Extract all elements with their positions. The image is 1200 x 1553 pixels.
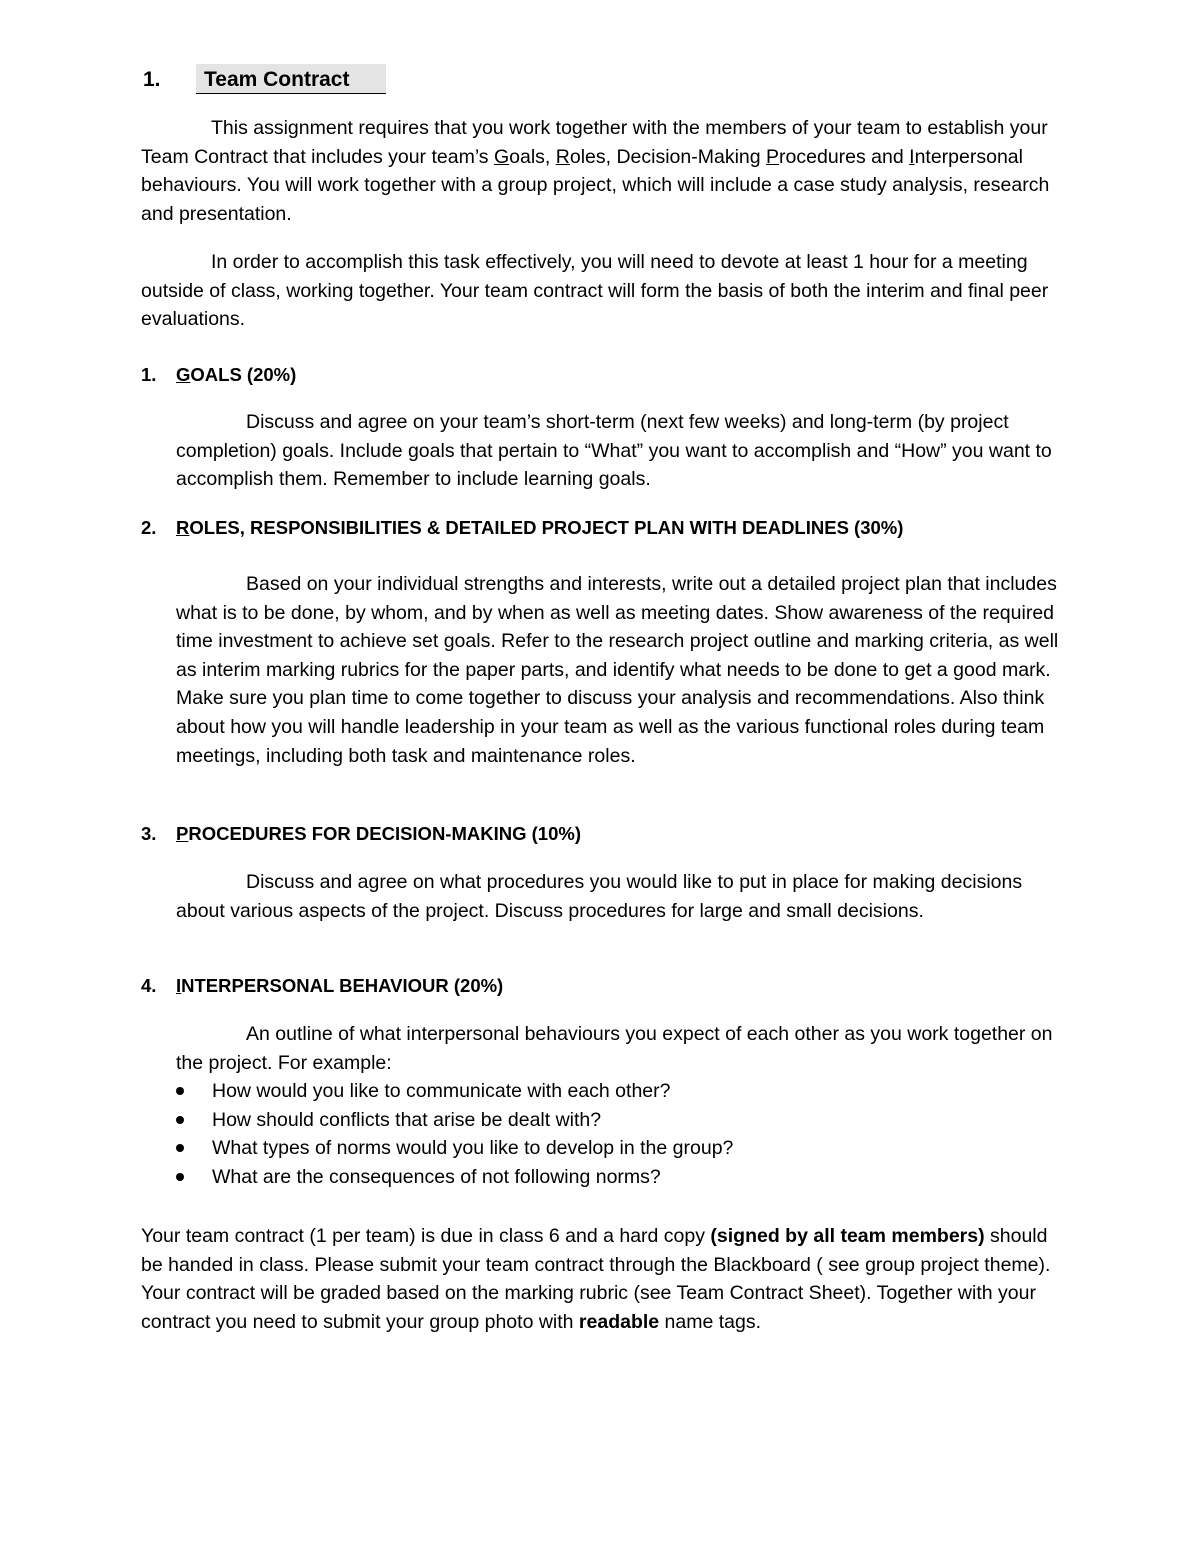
section-heading-interpersonal	[176, 972, 503, 1001]
list-item	[176, 1077, 733, 1106]
intro-paragraph-2	[141, 248, 1071, 334]
section-heading-text: ROCEDURES FOR DECISION-MAKING (10%)	[188, 823, 581, 844]
section-heading-text: OALS (20%)	[190, 364, 297, 385]
intro-text: This assignment requires that you work together with the members of your team to establish your Team Contract that includes your team’s	[141, 117, 1048, 168]
section-body-goals	[176, 408, 1066, 494]
list-item-text: What are the consequences of not following norms?	[212, 1165, 661, 1188]
section-body-roles	[176, 570, 1066, 770]
closing-paragraph	[141, 1222, 1061, 1336]
closing-text: Your team contract (1 per team) is due in class 6 and a hard copy	[141, 1225, 711, 1247]
bullet-icon	[176, 1087, 184, 1095]
intro-initial-g: G	[493, 145, 510, 168]
section-initial: P	[176, 823, 189, 844]
intro-initial-p: P	[766, 145, 780, 168]
section-number: 2.	[141, 517, 157, 538]
section-number: 1.	[141, 364, 157, 385]
bullet-icon	[176, 1144, 184, 1152]
closing-bold-text: (signed by all team members)	[710, 1225, 985, 1247]
intro-text: nterpersonal behaviours. You will work together with a group project, which will include a case study analysis, research and presentation.	[141, 145, 1050, 225]
section-number: 4.	[141, 975, 157, 996]
section-heading-goals	[176, 361, 296, 390]
closing-text: name tags.	[659, 1310, 762, 1333]
section-heading-text: OLES, RESPONSIBILITIES & DETAILED PROJECT PLAN WITH DEADLINES (30%)	[189, 517, 904, 538]
bullet-list	[176, 1077, 733, 1191]
section-heading-procedures	[176, 820, 581, 849]
intro-text: oals,	[509, 145, 556, 168]
closing-text: should be handed in class. Please submit your team contract through the Blackboard ( see group project theme). Your contract will be graded based on the marking rubric (see Team Contract Sheet). Together with your contract you need to submit your group photo with	[141, 1225, 1051, 1333]
intro-text: rocedures and	[779, 145, 910, 168]
list-item-text: How would you like to communicate with each other?	[212, 1080, 671, 1102]
section-initial: I	[176, 975, 182, 996]
list-item-text: What types of norms would you like to develop in the group?	[212, 1137, 734, 1160]
section-body-interpersonal	[176, 1020, 1066, 1077]
section-heading-text: NTERPERSONAL BEHAVIOUR (20%)	[181, 975, 504, 996]
list-item	[176, 1106, 733, 1135]
intro-text: In order to accomplish this task effectively, you will need to devote at least 1 hour for a meeting outside of class, working together. Your team contract will form the basis of both the interim and final peer evaluations.	[141, 251, 1049, 331]
intro-paragraph-1	[141, 114, 1071, 228]
section-body-text: Discuss and agree on what procedures you would like to put in place for making decisions about various aspects of the project. Discuss procedures for large and small decisions.	[176, 871, 1023, 922]
list-item	[176, 1134, 733, 1163]
section-body-procedures	[176, 868, 1066, 925]
section-body-text: An outline of what interpersonal behaviours you expect of each other as you work together on the project. For example:	[176, 1023, 1053, 1074]
intro-initial-r: R	[555, 145, 570, 168]
bullet-icon	[176, 1116, 184, 1124]
heading-number: 1.	[143, 68, 161, 91]
section-heading-roles	[176, 514, 903, 543]
section-body-text: Discuss and agree on your team’s short-term (next few weeks) and long-term (by project completion) goals. Include goals that pertain to “What” you want to accomplish and “How” you want to accomplish them. Remember to include learning goals.	[176, 411, 1052, 491]
section-initial: R	[176, 517, 190, 538]
bullet-icon	[176, 1173, 184, 1181]
section-initial: G	[176, 364, 191, 385]
list-item-text: How should conflicts that arise be dealt with?	[212, 1108, 602, 1131]
list-item	[176, 1163, 733, 1192]
intro-initial-i: I	[909, 145, 915, 168]
intro-text: oles, Decision-Making	[569, 145, 767, 168]
section-number: 3.	[141, 823, 157, 844]
closing-bold-text: readable	[578, 1310, 660, 1333]
page-title: Team Contract	[204, 68, 350, 91]
section-body-text: Based on your individual strengths and interests, write out a detailed project plan that includes what is to be done, by whom, and by when as well as meeting dates. Show awareness of the required time investment to achieve set goals. Refer to the research project outline and marking criteria, as well as interim marking rubrics for the paper parts, and identify what needs to be done to get a good mark. Make sure you plan time to come together to discuss your analysis and recommendations. Also think about how you will handle leadership in your team as well as the various functional roles during team meetings, including both task and maintenance roles.	[176, 573, 1059, 767]
